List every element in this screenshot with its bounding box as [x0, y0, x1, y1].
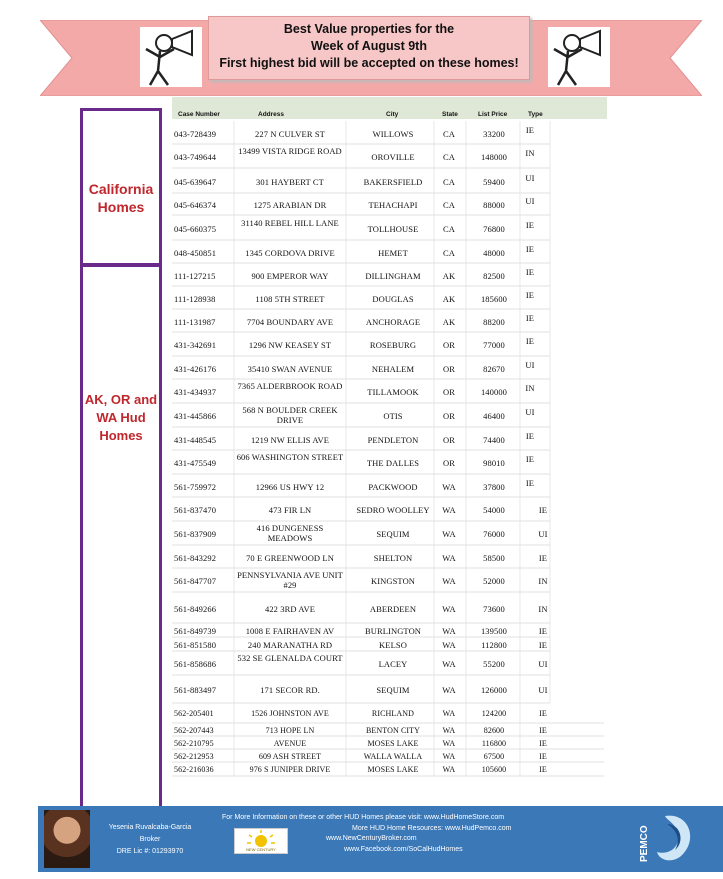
type-cell: UI — [525, 196, 535, 206]
table-row — [172, 309, 607, 332]
city-cell: OTIS — [383, 411, 403, 421]
list-price-cell: 77000 — [483, 340, 505, 350]
table-row — [172, 193, 607, 215]
header-line-1: Best Value properties for the — [283, 22, 455, 36]
table-row — [172, 762, 607, 776]
address-cell: 1275 ARABIAN DR — [253, 200, 327, 210]
city-cell: BURLINGTON — [364, 626, 422, 636]
footer-info-line-2: More HUD Home Resources: www.HudPemco.com — [352, 824, 512, 832]
table-row — [172, 474, 607, 497]
type-cell: IN — [525, 148, 535, 158]
case-number-cell: 111-128938 — [174, 293, 216, 304]
list-price-cell: 140000 — [480, 387, 508, 397]
state-cell: OR — [442, 411, 455, 421]
table-row — [172, 592, 607, 623]
address-cell: 171 SECOR RD. — [260, 685, 320, 695]
region-label-text: AK, OR and WA Hud Homes — [84, 392, 158, 443]
type-cell: IE — [525, 219, 535, 230]
case-number-cell: 431-434937 — [174, 387, 217, 397]
case-number-cell: 561-858686 — [174, 659, 217, 669]
footer-info-line-3: www.NewCenturyBroker.com — [326, 835, 417, 842]
address-cell: 7704 BOUNDARY AVE — [246, 316, 334, 327]
address-cell: 1296 NW KEASEY ST — [248, 340, 332, 350]
type-cell: IE — [525, 336, 535, 346]
address-cell: PENNSYLVANIA AVE UNIT #29 — [237, 570, 343, 590]
type-cell: IE — [525, 430, 535, 441]
header-line-2: Week of August 9th — [311, 39, 427, 53]
address-cell: 240 MARANATHA RD — [247, 640, 333, 650]
case-number-cell: 561-837470 — [174, 505, 217, 515]
list-price-cell: 58500 — [483, 552, 505, 563]
address-cell: 568 N BOULDER CREEK DRIVE — [242, 405, 338, 425]
state-cell: OR — [442, 387, 455, 397]
address-cell: 13499 VISTA RIDGE ROAD — [238, 146, 342, 156]
table-row — [172, 168, 607, 193]
case-number-cell: 431-426176 — [174, 363, 217, 374]
column-header-price: List Price — [478, 111, 508, 118]
type-cell: UI — [538, 529, 548, 539]
type-cell: IE — [539, 725, 547, 735]
table-row — [172, 240, 607, 263]
list-price-cell: 48000 — [483, 247, 505, 258]
column-header-type: Type — [528, 111, 543, 118]
list-price-cell: 126000 — [480, 685, 508, 695]
address-cell: 35410 SWAN AVENUE — [247, 363, 333, 374]
list-price-cell: 52000 — [483, 576, 505, 586]
city-cell: LACEY — [378, 659, 408, 669]
table-row — [172, 651, 607, 675]
state-cell: CA — [442, 200, 455, 210]
table-row — [172, 703, 607, 723]
broker-license: DRE Lic #: 01293970 — [116, 848, 184, 855]
address-cell: 7365 ALDERBROOK ROAD — [237, 381, 343, 391]
city-cell: SHELTON — [373, 552, 413, 563]
table-row — [172, 332, 607, 356]
table-row — [172, 675, 607, 703]
case-number-cell: 561-759972 — [174, 481, 217, 492]
table-row — [172, 403, 607, 427]
list-price-cell: 73600 — [483, 603, 505, 614]
case-number-cell: 561-837909 — [174, 529, 217, 539]
type-cell: IE — [525, 243, 535, 254]
case-number-cell: 045-646374 — [174, 200, 217, 210]
address-cell: 422 3RD AVE — [264, 603, 316, 614]
list-price-cell: 74400 — [483, 434, 505, 445]
state-cell: CA — [442, 247, 455, 258]
address-cell: 1345 CORDOVA DRIVE — [245, 247, 335, 258]
type-cell: IE — [538, 552, 548, 563]
footer-info-line-4: www.Facebook.com/SoCalHudHomes — [344, 845, 463, 853]
city-cell: ROSEBURG — [369, 340, 417, 350]
case-number-cell: 562-205401 — [174, 709, 214, 718]
address-cell: 31140 REBEL HILL LANE — [241, 217, 339, 228]
state-cell: OR — [442, 458, 455, 468]
type-cell: UI — [525, 407, 535, 417]
table-row — [172, 286, 607, 309]
city-cell: MOSES LAKE — [367, 765, 419, 774]
address-cell: 227 N CULVER ST — [255, 128, 325, 139]
city-cell: PENDLETON — [367, 434, 419, 445]
state-cell: WA — [442, 626, 456, 636]
table-row — [172, 736, 607, 749]
list-price-cell: 76800 — [483, 223, 505, 234]
city-cell: SEQUIM — [376, 529, 410, 539]
list-price-cell: 112800 — [481, 640, 507, 650]
city-cell: TILLAMOOK — [367, 387, 419, 397]
list-price-cell: 88000 — [483, 200, 505, 210]
address-cell: 416 DUNGENESS MEADOWS — [256, 523, 324, 543]
state-cell: WA — [442, 576, 456, 586]
list-price-cell: 33200 — [483, 128, 505, 139]
list-price-cell: 67500 — [483, 751, 505, 761]
table-row — [172, 623, 607, 637]
city-cell: TOLLHOUSE — [367, 223, 419, 234]
case-number-cell: 562-210795 — [174, 738, 214, 748]
state-cell: WA — [442, 505, 456, 515]
megaphone-man-icon — [140, 27, 202, 87]
california-homes-label — [80, 180, 162, 216]
type-cell: UI — [525, 359, 535, 370]
type-cell: IE — [525, 477, 535, 488]
city-cell: TEHACHAPI — [368, 200, 418, 210]
address-cell: 976 S JUNIPER DRIVE — [249, 765, 331, 774]
footer-info-line-1: For More Information on these or other HUD Homes please visit: www.HudHomeStore.com — [222, 814, 505, 821]
state-cell: WA — [442, 603, 456, 614]
address-cell: 473 FIR LN — [268, 505, 312, 515]
city-cell: NEHALEM — [371, 363, 415, 374]
table-row — [172, 521, 607, 545]
table-row — [172, 263, 607, 286]
case-number-cell: 562-216036 — [174, 765, 214, 774]
list-price-cell: 46400 — [483, 411, 505, 421]
column-header-address: Address — [258, 111, 285, 118]
case-number-cell: 562-212953 — [174, 751, 214, 761]
table-row — [172, 215, 607, 240]
ak-or-wa-homes-label — [80, 391, 162, 445]
table-row — [172, 723, 607, 736]
city-cell: OROVILLE — [371, 152, 415, 162]
table-header — [172, 97, 607, 119]
type-cell: IE — [538, 626, 548, 636]
table-row — [172, 497, 607, 521]
case-number-cell: 431-342691 — [174, 340, 217, 350]
city-cell: ABERDEEN — [369, 603, 417, 614]
city-cell: BENTON CITY — [365, 725, 421, 735]
type-cell: IE — [525, 266, 535, 277]
address-cell: 532 SE GLENALDA COURT — [237, 653, 343, 663]
list-price-cell: 98010 — [483, 458, 505, 468]
type-cell: IE — [525, 312, 535, 323]
type-cell: IN — [538, 603, 548, 614]
state-cell: AK — [442, 293, 456, 304]
address-cell: 713 HOPE LN — [265, 725, 315, 735]
state-cell: OR — [442, 434, 455, 445]
state-cell: WA — [442, 738, 456, 748]
footer-info — [210, 813, 600, 855]
case-number-cell: 111-127215 — [174, 270, 216, 281]
type-cell: IE — [539, 765, 547, 774]
city-cell: DOUGLAS — [372, 293, 414, 304]
type-cell: IE — [538, 640, 548, 650]
list-price-cell: 116800 — [481, 738, 507, 748]
list-price-cell: 59400 — [483, 176, 505, 187]
city-cell: KINGSTON — [370, 576, 416, 586]
list-price-cell: 139500 — [480, 626, 508, 636]
list-price-cell: 54000 — [483, 505, 505, 515]
list-price-cell: 82600 — [483, 725, 505, 735]
city-cell: PACKWOOD — [368, 481, 418, 492]
address-cell: 1008 E FAIRHAVEN AV — [245, 626, 335, 636]
case-number-cell: 431-448545 — [174, 434, 217, 445]
list-price-cell: 148000 — [480, 152, 508, 162]
list-price-cell: 37800 — [483, 481, 505, 492]
column-header-city: City — [386, 111, 399, 118]
ak-or-wa-region-box — [80, 264, 162, 809]
table-row — [172, 379, 607, 403]
case-number-cell: 043-749644 — [174, 152, 217, 162]
list-price-cell: 88200 — [483, 316, 505, 327]
header-line-3: First highest bid will be accepted on these homes! — [219, 56, 519, 70]
list-price-cell: 185600 — [480, 293, 508, 304]
pemco-logo-text: PEMCO — [639, 825, 650, 862]
address-cell: 606 WASHINGTON STREET — [236, 452, 344, 462]
city-cell: RICHLAND — [371, 709, 415, 718]
type-cell: IE — [538, 505, 548, 515]
case-number-cell: 561-851580 — [174, 640, 217, 650]
megaphone-man-icon — [548, 27, 610, 87]
table-row — [172, 356, 607, 379]
case-number-cell: 561-847707 — [174, 576, 217, 586]
type-cell: IE — [525, 289, 535, 300]
type-cell: IN — [538, 576, 548, 586]
state-cell: WA — [442, 765, 456, 774]
state-cell: WA — [442, 529, 456, 539]
address-cell: 301 HAYBERT CT — [256, 176, 324, 187]
type-cell: UI — [538, 659, 548, 669]
table-row — [172, 144, 607, 168]
table-row — [172, 545, 607, 568]
address-cell: AVENUE — [273, 738, 307, 748]
broker-info — [90, 822, 210, 858]
pemco-logo — [637, 810, 699, 866]
type-cell: IE — [525, 124, 535, 135]
case-number-cell: 561-849266 — [174, 603, 217, 614]
address-cell: 1108 5TH STREET — [255, 293, 325, 304]
address-cell: 70 E GREENWOOD LN — [246, 552, 334, 563]
type-cell: IE — [539, 751, 547, 761]
list-price-cell: 82670 — [483, 363, 505, 374]
table-row — [172, 568, 607, 592]
broker-title: Broker — [139, 836, 161, 843]
state-cell: OR — [442, 340, 455, 350]
city-cell: SEQUIM — [376, 685, 410, 695]
column-header-state: State — [442, 111, 458, 118]
broker-name: Yesenia Ruvalcaba-Garcia — [108, 824, 192, 831]
list-price-cell: 55200 — [483, 659, 505, 669]
city-cell: HEMET — [378, 247, 408, 258]
state-cell: CA — [442, 152, 455, 162]
state-cell: WA — [442, 481, 456, 492]
type-cell: UI — [525, 172, 535, 183]
city-cell: BAKERSFIELD — [363, 176, 423, 187]
state-cell: AK — [442, 316, 456, 327]
state-cell: WA — [442, 709, 456, 718]
case-number-cell: 562-207443 — [174, 725, 214, 735]
type-cell: IN — [525, 383, 535, 393]
state-cell: WA — [442, 552, 456, 563]
case-number-cell: 111-131987 — [174, 316, 216, 327]
case-number-cell: 045-660375 — [174, 223, 217, 234]
state-cell: WA — [442, 685, 456, 695]
column-header-case: Case Number — [178, 111, 220, 118]
table-row — [172, 749, 607, 762]
type-cell: IE — [525, 454, 535, 464]
state-cell: AK — [442, 270, 456, 281]
city-cell: KELSO — [379, 640, 407, 650]
city-cell: WALLA WALLA — [363, 751, 423, 761]
city-cell: DILLINGHAM — [365, 270, 421, 281]
broker-photo — [44, 810, 90, 868]
new-century-logo-text: NEW CENTURY — [246, 847, 276, 852]
list-price-cell: 76000 — [483, 529, 505, 539]
case-number-cell: 045-639647 — [174, 176, 217, 187]
city-cell: WILLOWS — [372, 128, 414, 139]
address-cell: 900 EMPEROR WAY — [251, 270, 329, 281]
state-cell: WA — [442, 659, 456, 669]
list-price-cell: 124200 — [481, 709, 507, 718]
address-cell: 609 ASH STREET — [258, 751, 322, 761]
table-row — [172, 121, 607, 144]
case-number-cell: 048-450851 — [174, 247, 217, 258]
list-price-cell: 82500 — [483, 270, 505, 281]
case-number-cell: 561-843292 — [174, 552, 217, 563]
address-cell: 1219 NW ELLIS AVE — [250, 434, 330, 445]
list-price-cell: 105600 — [481, 765, 507, 774]
state-cell: OR — [442, 363, 455, 374]
type-cell: IE — [539, 738, 547, 748]
case-number-cell: 431-475549 — [174, 458, 217, 468]
state-cell: WA — [442, 751, 456, 761]
case-number-cell: 043-728439 — [174, 128, 217, 139]
city-cell: ANCHORAGE — [365, 316, 421, 327]
type-cell: UI — [538, 685, 548, 695]
state-cell: WA — [442, 640, 456, 650]
state-cell: CA — [442, 176, 455, 187]
city-cell: MOSES LAKE — [367, 738, 419, 748]
state-cell: WA — [442, 725, 456, 735]
case-number-cell: 561-849739 — [174, 626, 217, 636]
address-cell: 12966 US HWY 12 — [255, 481, 325, 492]
state-cell: CA — [442, 223, 455, 234]
table-row — [172, 450, 607, 474]
city-cell: SEDRO WOOLLEY — [356, 505, 430, 515]
case-number-cell: 561-883497 — [174, 685, 217, 695]
table-row — [172, 637, 607, 651]
address-cell: 1526 JOHNSTON AVE — [251, 709, 329, 718]
case-number-cell: 431-445866 — [174, 411, 217, 421]
type-cell: IE — [539, 709, 547, 718]
table-row — [172, 427, 607, 450]
state-cell: CA — [442, 128, 455, 139]
city-cell: THE DALLES — [366, 458, 420, 468]
header-title-box — [208, 16, 530, 80]
region-label-text: California Homes — [88, 181, 154, 215]
